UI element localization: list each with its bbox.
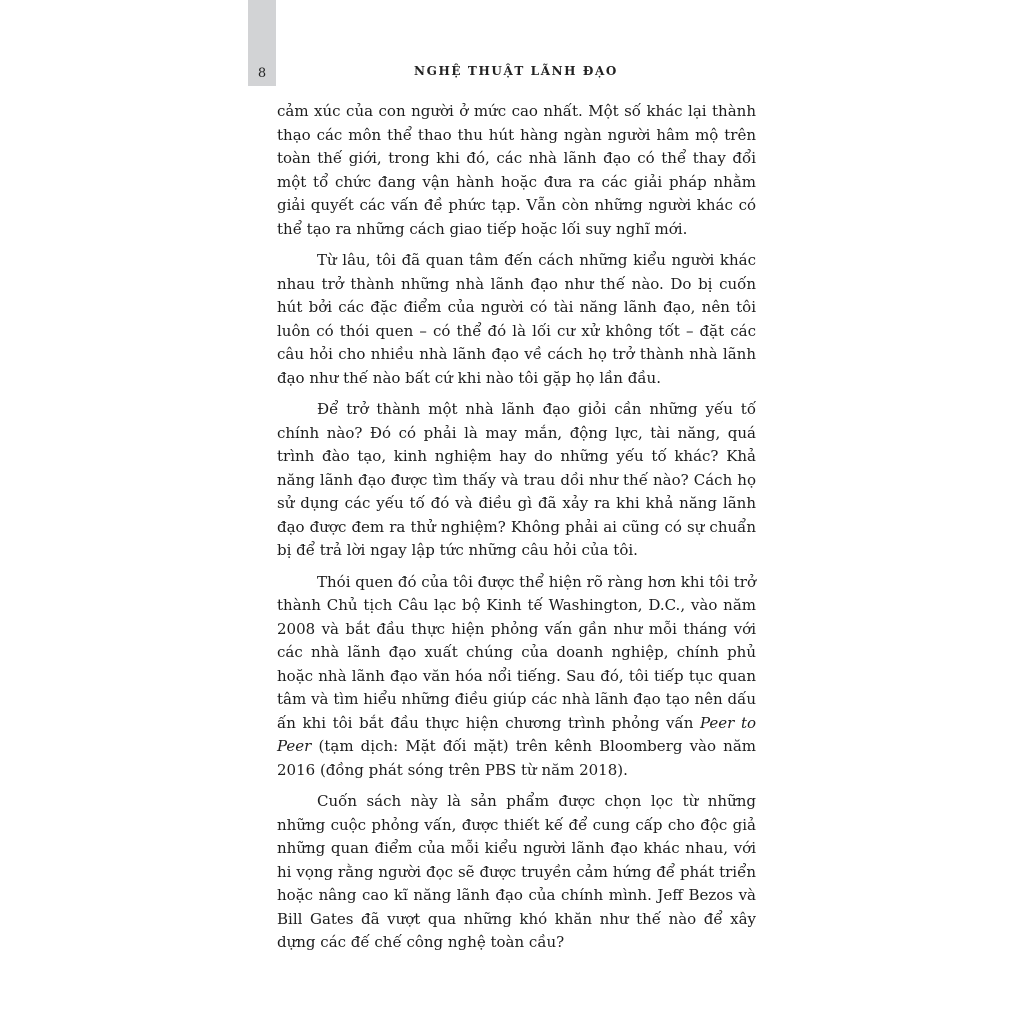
paragraph-2: Từ lâu, tôi đã quan tâm đến cách những kiểu người khác nhau trở thành những nhà lãnh đạo như thế nào. Do bị cuốn hút bởi các đặc điểm của người có tài năng lãnh đạo, nên tôi luôn có thói quen – có thể đó là lối cư xử không tốt – đặt các câu hỏi cho nhiều nhà lãnh đạo về cách họ trở thành nhà lãnh đạo như thế nào bất cứ khi nào tôi gặp họ lần đầu. (277, 251, 756, 387)
page-number: 8 (257, 66, 267, 81)
show-title-italic: Peer to Peer (277, 713, 756, 755)
paragraph-4-text-after: (tạm dịch: Mặt đối mặt) trên kênh Bloomberg vào năm 2016 (đồng phát sóng trên PBS từ năm 2018). (277, 737, 756, 779)
paragraph-5: Cuốn sách này là sản phẩm được chọn lọc từ những những cuộc phỏng vấn, được thiết kế để cung cấp cho độc giả những quan điểm của mỗi kiểu người lãnh đạo khác nhau, với hi vọng rằng người đọc sẽ được truyền cảm hứng để phát triển hoặc nâng cao kĩ năng lãnh đạo của chính mình. Jeff Bezos và Bill Gates đã vượt qua những khó khăn như thế nào để xây dựng các đế chế công nghệ toàn cầu? (277, 792, 756, 951)
paragraph-4 (277, 571, 756, 783)
paragraph-1: cảm xúc của con người ở mức cao nhất. Một số khác lại thành thạo các môn thể thao thu hút hàng ngàn người hâm mộ trên toàn thế giới, trong khi đó, các nhà lãnh đạo có thể thay đổi một tổ chức đang vận hành hoặc đưa ra các giải pháp nhằm giải quyết các vấn đề phức tạp. Vẫn còn những người khác có thể tạo ra những cách giao tiếp hoặc lối suy nghĩ mới. (277, 102, 756, 238)
paragraph-3: Để trở thành một nhà lãnh đạo giỏi cần những yếu tố chính nào? Đó có phải là may mắn, động lực, tài năng, quá trình đào tạo, kinh nghiệm hay do những yếu tố khác? Khả năng lãnh đạo được tìm thấy và trau dồi như thế nào? Cách họ sử dụng các yếu tố đó và điều gì đã xảy ra khi khả năng lãnh đạo được đem ra thử nghiệm? Không phải ai cũng có sự chuẩn bị để trả lời ngay lập tức những câu hỏi của tôi. (277, 400, 756, 559)
running-title: NGHỆ THUẬT LÃNH ĐẠO (414, 64, 618, 78)
paragraph-4-text-before: Thói quen đó của tôi được thể hiện rõ ràng hơn khi tôi trở thành Chủ tịch Câu lạc bộ Kinh tế Washington, D.C., vào năm 2008 và bắt đầu thực hiện phỏng vấn gần như mỗi tháng với các nhà lãnh đạo xuất chúng của doanh nghiệp, chính phủ hoặc nhà lãnh đạo văn hóa nổi tiếng. Sau đó, tôi tiếp tục quan tâm và tìm hiểu những điều giúp các nhà lãnh đạo tạo nên dấu ấn khi tôi bắt đầu thực hiện chương trình phỏng vấn (277, 572, 756, 732)
body-text (277, 100, 756, 963)
